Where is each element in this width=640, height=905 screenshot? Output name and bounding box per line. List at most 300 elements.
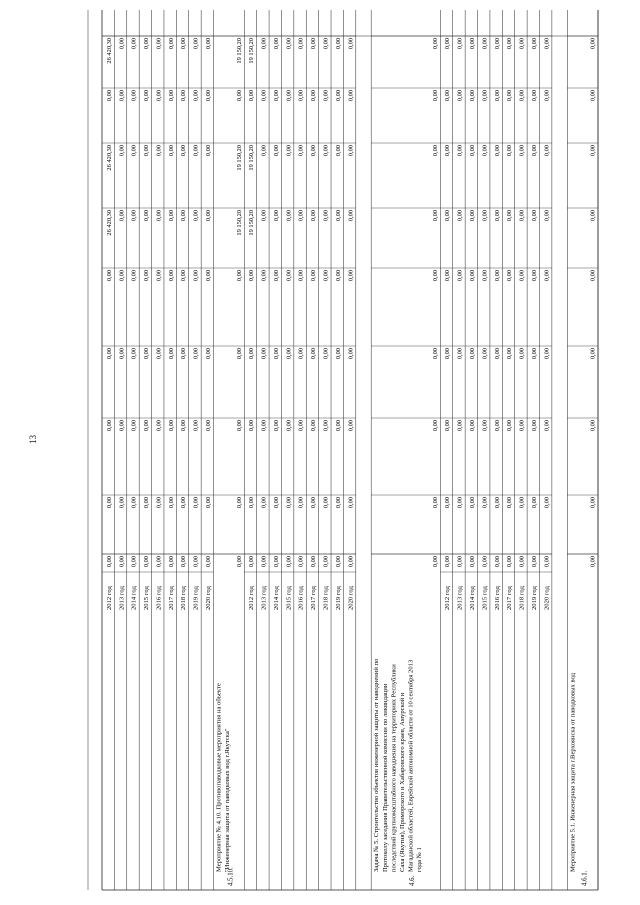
value-cell: 0,00 <box>272 90 280 102</box>
value-cell: 0,00 <box>493 90 501 102</box>
value-cell: 0,00 <box>297 497 305 509</box>
year-label: 2013 год <box>260 586 268 610</box>
total-cell: 0,00 <box>589 270 597 282</box>
value-cell: 0,00 <box>347 270 355 282</box>
value-cell: 0,00 <box>481 90 489 102</box>
total-cell: 0,00 <box>431 145 439 157</box>
value-cell: 0,00 <box>469 348 477 360</box>
value-cell: 0,00 <box>347 497 355 509</box>
value-cell: 0,00 <box>518 348 526 360</box>
value-cell: 0,00 <box>105 497 113 509</box>
value-cell: 0,00 <box>205 270 213 282</box>
value-cell: 0,00 <box>518 210 526 222</box>
value-cell: 0,00 <box>118 556 126 568</box>
value-cell: 0,00 <box>322 90 330 102</box>
value-cell: 0,00 <box>105 556 113 568</box>
total-cell: 0,00 <box>589 90 597 102</box>
item-title: Мероприятие 5.1. Инженерная защита г.Верхоянска от паводковых вод <box>569 673 577 872</box>
value-cell: 0,00 <box>444 210 452 222</box>
value-cell: 0,00 <box>192 38 200 50</box>
value-cell: 0,00 <box>192 145 200 157</box>
value-cell: 0,00 <box>543 38 551 50</box>
value-cell: 0,00 <box>530 145 538 157</box>
value-cell: 0,00 <box>285 145 293 157</box>
value-cell: 0,00 <box>456 497 464 509</box>
value-cell: 0,00 <box>481 38 489 50</box>
value-cell: 0,00 <box>155 497 163 509</box>
value-cell: 0,00 <box>506 209 514 222</box>
total-cell: 0,00 <box>431 556 439 568</box>
total-cell: 0,00 <box>235 90 243 102</box>
value-cell: 0,00 <box>322 420 330 432</box>
value-cell: 0,00 <box>143 348 151 360</box>
value-cell: 0,00 <box>518 145 526 157</box>
value-cell: 0,00 <box>518 497 526 509</box>
value-cell: 0,00 <box>530 420 538 432</box>
value-cell: 0,00 <box>143 420 151 432</box>
value-cell: 0,00 <box>260 210 268 222</box>
value-cell: 0,00 <box>130 90 138 102</box>
item-title: Саха (Якутия), Приморского и Хабаровского краев, Амурской и <box>398 692 406 872</box>
value-cell: 0,00 <box>444 90 452 102</box>
value-cell: 0,00 <box>260 270 268 282</box>
total-cell: 0,00 <box>431 497 439 509</box>
year-label: 2020 год <box>347 586 355 610</box>
value-cell: 0,00 <box>347 90 355 102</box>
value-cell: 0,00 <box>518 556 526 568</box>
value-cell: 0,00 <box>506 347 514 360</box>
value-cell: 0,00 <box>167 420 175 432</box>
value-cell: 0,00 <box>493 420 501 432</box>
page-number: 13 <box>28 435 38 444</box>
value-cell: 0,00 <box>143 90 151 102</box>
value-cell: 0,00 <box>310 90 318 102</box>
value-cell: 0,00 <box>444 38 452 50</box>
total-cell: 0,00 <box>589 210 597 222</box>
value-cell: 0,00 <box>322 497 330 509</box>
value-cell: 0,00 <box>310 348 318 360</box>
year-label: 2015 год <box>285 586 293 610</box>
value-cell: 0,00 <box>130 210 138 222</box>
value-cell: 0,00 <box>285 556 293 568</box>
year-label: 2012 год <box>444 586 452 610</box>
value-cell: 0,00 <box>506 89 514 102</box>
value-cell: 0,00 <box>506 144 514 157</box>
value-cell: 0,00 <box>481 145 489 157</box>
value-cell: 0,00 <box>481 556 489 568</box>
value-cell: 0,00 <box>272 556 280 568</box>
value-cell: 0,00 <box>297 420 305 432</box>
value-cell: 0,00 <box>444 348 452 360</box>
value-cell: 0,00 <box>130 420 138 432</box>
value-cell: 0,00 <box>130 556 138 568</box>
value-cell: 0,00 <box>192 348 200 360</box>
value-cell: 0,00 <box>444 270 452 282</box>
value-cell: 0,00 <box>297 210 305 222</box>
value-cell: 0,00 <box>469 38 477 50</box>
value-cell: 0,00 <box>493 556 501 568</box>
value-cell: 0,00 <box>543 145 551 157</box>
value-cell: 0,00 <box>180 145 188 157</box>
value-cell: 0,00 <box>272 270 280 282</box>
year-label: 2015 год <box>481 586 489 610</box>
value-cell: 0,00 <box>272 38 280 50</box>
total-cell: 0,00 <box>235 556 243 568</box>
item-title: "Инженерная защита от паводковых вод г.Якутска" <box>224 728 232 872</box>
value-cell: 0,00 <box>481 270 489 282</box>
year-label: 2019 год <box>192 586 200 610</box>
value-cell: 0,00 <box>518 420 526 432</box>
value-cell: 0,00 <box>192 210 200 222</box>
value-cell: 0,00 <box>143 38 151 50</box>
value-cell: 0,00 <box>322 270 330 282</box>
value-cell: 0,00 <box>105 270 113 282</box>
value-cell: 0,00 <box>285 348 293 360</box>
value-cell: 0,00 <box>143 145 151 157</box>
value-cell: 0,00 <box>347 145 355 157</box>
value-cell: 0,00 <box>118 145 126 157</box>
total-cell: 0,00 <box>431 270 439 282</box>
value-cell: 0,00 <box>543 497 551 509</box>
value-cell: 0,00 <box>469 556 477 568</box>
value-cell: 19 150,20 <box>248 210 256 236</box>
value-cell: 0,00 <box>260 420 268 432</box>
value-cell: 0,00 <box>456 270 464 282</box>
value-cell: 0,00 <box>469 497 477 509</box>
value-cell: 0,00 <box>469 210 477 222</box>
value-cell: 0,00 <box>180 497 188 509</box>
value-cell: 0,00 <box>130 145 138 157</box>
value-cell: 0,00 <box>334 348 342 360</box>
value-cell: 0,00 <box>444 420 452 432</box>
value-cell: 0,00 <box>130 270 138 282</box>
value-cell: 0,00 <box>310 38 318 50</box>
value-cell: 0,00 <box>205 497 213 509</box>
value-cell: 0,00 <box>248 90 256 102</box>
value-cell: 0,00 <box>118 89 126 102</box>
value-cell: 0,00 <box>530 90 538 102</box>
value-cell: 0,00 <box>322 556 330 568</box>
value-cell: 0,00 <box>334 556 342 568</box>
total-cell: 0,00 <box>589 38 597 50</box>
total-cell: 0,00 <box>431 210 439 222</box>
value-cell: 0,00 <box>130 38 138 50</box>
value-cell: 0,00 <box>180 210 188 222</box>
value-cell: 0,00 <box>248 420 256 432</box>
value-cell: 0,00 <box>285 210 293 222</box>
value-cell: 0,00 <box>297 38 305 50</box>
value-cell: 0,00 <box>334 497 342 509</box>
value-cell: 0,00 <box>155 90 163 102</box>
value-cell: 0,00 <box>506 556 514 568</box>
value-cell: 0,00 <box>118 497 126 509</box>
year-label: 2014 год <box>130 586 138 610</box>
value-cell: 0,00 <box>297 348 305 360</box>
year-label: 2014 год <box>272 586 280 610</box>
year-label: 2017 год <box>167 586 175 610</box>
value-cell: 0,00 <box>192 497 200 509</box>
value-cell: 0,00 <box>347 38 355 50</box>
value-cell: 0,00 <box>518 270 526 282</box>
value-cell: 0,00 <box>205 38 213 50</box>
value-cell: 0,00 <box>143 497 151 509</box>
value-cell: 0,00 <box>205 90 213 102</box>
value-cell: 0,00 <box>322 210 330 222</box>
year-label: 2016 год <box>297 586 305 610</box>
total-cell: 0,00 <box>431 348 439 360</box>
value-cell: 0,00 <box>143 556 151 568</box>
year-label: 2015 год <box>143 586 151 610</box>
value-cell: 0,00 <box>205 420 213 432</box>
value-cell: 0,00 <box>481 420 489 432</box>
total-cell: 0,00 <box>589 348 597 360</box>
total-cell: 0,00 <box>589 497 597 509</box>
value-cell: 0,00 <box>347 420 355 432</box>
item-code: 4.5.10. <box>227 867 235 886</box>
value-cell: 0,00 <box>543 90 551 102</box>
year-label: 2020 год <box>543 586 551 610</box>
value-cell: 0,00 <box>493 270 501 282</box>
value-cell: 0,00 <box>248 270 256 282</box>
year-label: 2012 год <box>105 586 113 610</box>
value-cell: 0,00 <box>469 270 477 282</box>
value-cell: 0,00 <box>481 497 489 509</box>
value-cell: 0,00 <box>180 38 188 50</box>
value-cell: 0,00 <box>155 145 163 157</box>
value-cell: 0,00 <box>248 556 256 568</box>
value-cell: 0,00 <box>272 145 280 157</box>
value-cell: 0,00 <box>543 210 551 222</box>
value-cell: 0,00 <box>180 348 188 360</box>
value-cell: 0,00 <box>260 556 268 568</box>
value-cell: 0,00 <box>205 556 213 568</box>
value-cell: 0,00 <box>285 90 293 102</box>
value-cell: 26 420,30 <box>105 38 113 64</box>
value-cell: 0,00 <box>530 38 538 50</box>
item-code: 4.6.1. <box>581 870 589 886</box>
value-cell: 0,00 <box>285 497 293 509</box>
item-code: 4.6. <box>409 875 417 886</box>
value-cell: 0,00 <box>310 145 318 157</box>
value-cell: 0,00 <box>469 145 477 157</box>
total-cell: 0,00 <box>431 38 439 50</box>
year-label: 2020 год <box>205 586 213 610</box>
value-cell: 0,00 <box>272 497 280 509</box>
value-cell: 0,00 <box>310 556 318 568</box>
value-cell: 0,00 <box>205 348 213 360</box>
value-cell: 0,00 <box>285 420 293 432</box>
value-cell: 0,00 <box>310 270 318 282</box>
year-label: 2019 год <box>334 586 342 610</box>
year-label: 2014 год <box>469 586 477 610</box>
value-cell: 0,00 <box>469 90 477 102</box>
value-cell: 0,00 <box>297 556 305 568</box>
value-cell: 0,00 <box>167 90 175 102</box>
value-cell: 0,00 <box>322 145 330 157</box>
value-cell: 0,00 <box>272 348 280 360</box>
value-cell: 0,00 <box>205 145 213 157</box>
value-cell: 0,00 <box>506 496 514 509</box>
value-cell: 0,00 <box>155 38 163 50</box>
value-cell: 0,00 <box>105 420 113 432</box>
value-cell: 0,00 <box>285 270 293 282</box>
total-cell: 0,00 <box>431 420 439 432</box>
total-cell: 0,00 <box>235 497 243 509</box>
value-cell: 26 420,30 <box>105 210 113 236</box>
value-cell: 0,00 <box>493 145 501 157</box>
value-cell: 0,00 <box>192 90 200 102</box>
value-cell: 0,00 <box>493 497 501 509</box>
year-label: 2013 год <box>456 586 464 610</box>
total-cell: 0,00 <box>589 145 597 157</box>
value-cell: 0,00 <box>530 497 538 509</box>
value-cell: 0,00 <box>334 420 342 432</box>
value-cell: 0,00 <box>334 210 342 222</box>
year-label: 2017 год <box>310 586 318 610</box>
total-cell: 19 150,20 <box>235 210 243 236</box>
total-cell: 0,00 <box>235 420 243 432</box>
value-cell: 0,00 <box>518 90 526 102</box>
value-cell: 0,00 <box>506 269 514 282</box>
value-cell: 0,00 <box>456 210 464 222</box>
value-cell: 0,00 <box>493 210 501 222</box>
value-cell: 0,00 <box>310 497 318 509</box>
value-cell: 0,00 <box>543 270 551 282</box>
value-cell: 0,00 <box>310 420 318 432</box>
total-cell: 19 150,20 <box>235 145 243 171</box>
total-cell: 19 150,20 <box>235 38 243 64</box>
value-cell: 0,00 <box>155 556 163 568</box>
value-cell: 0,00 <box>347 348 355 360</box>
value-cell: 0,00 <box>167 497 175 509</box>
item-title: последствий крупномасштабного наводнения на территориях Республики <box>390 664 398 872</box>
value-cell: 0,00 <box>347 556 355 568</box>
value-cell: 0,00 <box>192 270 200 282</box>
value-cell: 0,00 <box>481 348 489 360</box>
total-cell: 0,00 <box>589 420 597 432</box>
year-label: 2013 год <box>118 586 126 610</box>
value-cell: 0,00 <box>130 348 138 360</box>
value-cell: 0,00 <box>155 420 163 432</box>
value-cell: 19 150,20 <box>248 38 256 64</box>
value-cell: 0,00 <box>192 420 200 432</box>
value-cell: 0,00 <box>297 270 305 282</box>
value-cell: 0,00 <box>180 420 188 432</box>
value-cell: 0,00 <box>248 497 256 509</box>
value-cell: 0,00 <box>118 348 126 360</box>
value-cell: 0,00 <box>334 270 342 282</box>
value-cell: 0,00 <box>167 556 175 568</box>
value-cell: 0,00 <box>481 210 489 222</box>
value-cell: 0,00 <box>167 210 175 222</box>
value-cell: 0,00 <box>260 497 268 509</box>
year-label: 2018 год <box>322 586 330 610</box>
item-title: года № 1 <box>416 847 424 872</box>
value-cell: 0,00 <box>334 145 342 157</box>
value-cell: 0,00 <box>518 38 526 50</box>
value-cell: 19 150,20 <box>248 145 256 171</box>
year-label: 2018 год <box>518 586 526 610</box>
value-cell: 0,00 <box>167 38 175 50</box>
value-cell: 0,00 <box>130 497 138 509</box>
value-cell: 0,00 <box>456 90 464 102</box>
value-cell: 0,00 <box>456 145 464 157</box>
value-cell: 0,00 <box>530 210 538 222</box>
value-cell: 0,00 <box>456 38 464 50</box>
value-cell: 0,00 <box>248 348 256 360</box>
value-cell: 0,00 <box>530 348 538 360</box>
value-cell: 0,00 <box>118 270 126 282</box>
value-cell: 0,00 <box>272 210 280 222</box>
year-label: 2017 год <box>506 586 514 610</box>
value-cell: 0,00 <box>118 210 126 222</box>
value-cell: 0,00 <box>334 38 342 50</box>
value-cell: 0,00 <box>530 556 538 568</box>
value-cell: 0,00 <box>192 556 200 568</box>
value-cell: 0,00 <box>105 90 113 102</box>
value-cell: 0,00 <box>167 270 175 282</box>
value-cell: 0,00 <box>155 348 163 360</box>
value-cell: 0,00 <box>260 145 268 157</box>
value-cell: 0,00 <box>543 348 551 360</box>
value-cell: 0,00 <box>167 145 175 157</box>
value-cell: 0,00 <box>118 37 126 50</box>
total-cell: 0,00 <box>235 270 243 282</box>
value-cell: 0,00 <box>260 38 268 50</box>
value-cell: 26 420,30 <box>105 145 113 171</box>
value-cell: 0,00 <box>180 270 188 282</box>
value-cell: 0,00 <box>347 210 355 222</box>
value-cell: 0,00 <box>506 419 514 432</box>
total-cell: 0,00 <box>235 348 243 360</box>
value-cell: 0,00 <box>456 348 464 360</box>
value-cell: 0,00 <box>543 556 551 568</box>
item-title: Мероприятие № 4.10. Противопаводковые мероприятия на объекте <box>215 683 223 872</box>
value-cell: 0,00 <box>297 145 305 157</box>
value-cell: 0,00 <box>118 420 126 432</box>
value-cell: 0,00 <box>444 145 452 157</box>
value-cell: 0,00 <box>456 420 464 432</box>
value-cell: 0,00 <box>180 90 188 102</box>
total-cell: 0,00 <box>431 90 439 102</box>
value-cell: 0,00 <box>155 270 163 282</box>
value-cell: 0,00 <box>543 420 551 432</box>
year-label: 2019 год <box>530 586 538 610</box>
value-cell: 0,00 <box>167 348 175 360</box>
value-cell: 0,00 <box>105 348 113 360</box>
value-cell: 0,00 <box>322 348 330 360</box>
item-title: Протоколу заседания Правительственной комиссии по ликвидации <box>381 683 389 872</box>
year-label: 2018 год <box>180 586 188 610</box>
value-cell: 0,00 <box>143 210 151 222</box>
value-cell: 0,00 <box>444 556 452 568</box>
value-cell: 0,00 <box>310 210 318 222</box>
value-cell: 0,00 <box>469 420 477 432</box>
item-title: Магаданской областей, Еврейской автономной области от 10 сентября 2013 <box>407 659 415 872</box>
value-cell: 0,00 <box>322 38 330 50</box>
value-cell: 0,00 <box>334 90 342 102</box>
year-label: 2016 год <box>493 586 501 610</box>
value-cell: 0,00 <box>297 90 305 102</box>
value-cell: 0,00 <box>143 270 151 282</box>
value-cell: 0,00 <box>456 556 464 568</box>
value-cell: 0,00 <box>444 497 452 509</box>
value-cell: 0,00 <box>493 38 501 50</box>
value-cell: 0,00 <box>493 348 501 360</box>
total-cell: 0,00 <box>589 556 597 568</box>
item-title: Задача № 5. Строительство объектов инженерной защиты от наводнений по <box>373 658 381 872</box>
value-cell: 0,00 <box>272 420 280 432</box>
